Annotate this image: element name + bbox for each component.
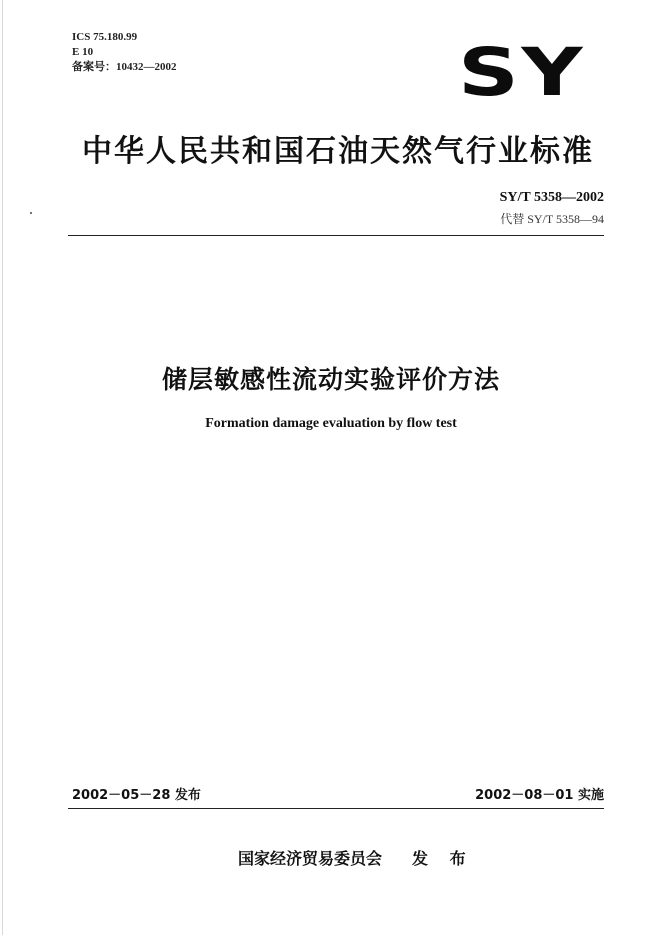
replaces-code: 代替 SY/T 5358—94 [500,212,604,226]
publish-label: 发 布 [412,849,474,868]
classification-block [72,30,177,75]
standard-code: SY/T 5358—2002 [499,190,604,205]
record-number: 备案号：10432—2002 [72,61,177,73]
publisher-name: 国家经济贸易委员会 [238,849,383,868]
sy-logo: SY [458,34,586,111]
standard-category-title: 中华人民共和国石油天然气行业标准 [82,134,594,169]
bottom-divider [68,808,604,809]
implementation-date: 2002－08－01 实施 [475,788,604,803]
scan-edge [2,0,3,935]
document-title-zh: 储层敏感性流动实验评价方法 [161,365,500,394]
ics-code: ICS 75.180.99 [72,31,138,43]
scan-speck [30,212,32,214]
document-title-en: Formation damage evaluation by flow test [205,416,457,431]
top-divider [68,235,604,236]
class-code: E 10 [72,46,94,58]
issue-date: 2002－05－28 发布 [72,788,201,803]
